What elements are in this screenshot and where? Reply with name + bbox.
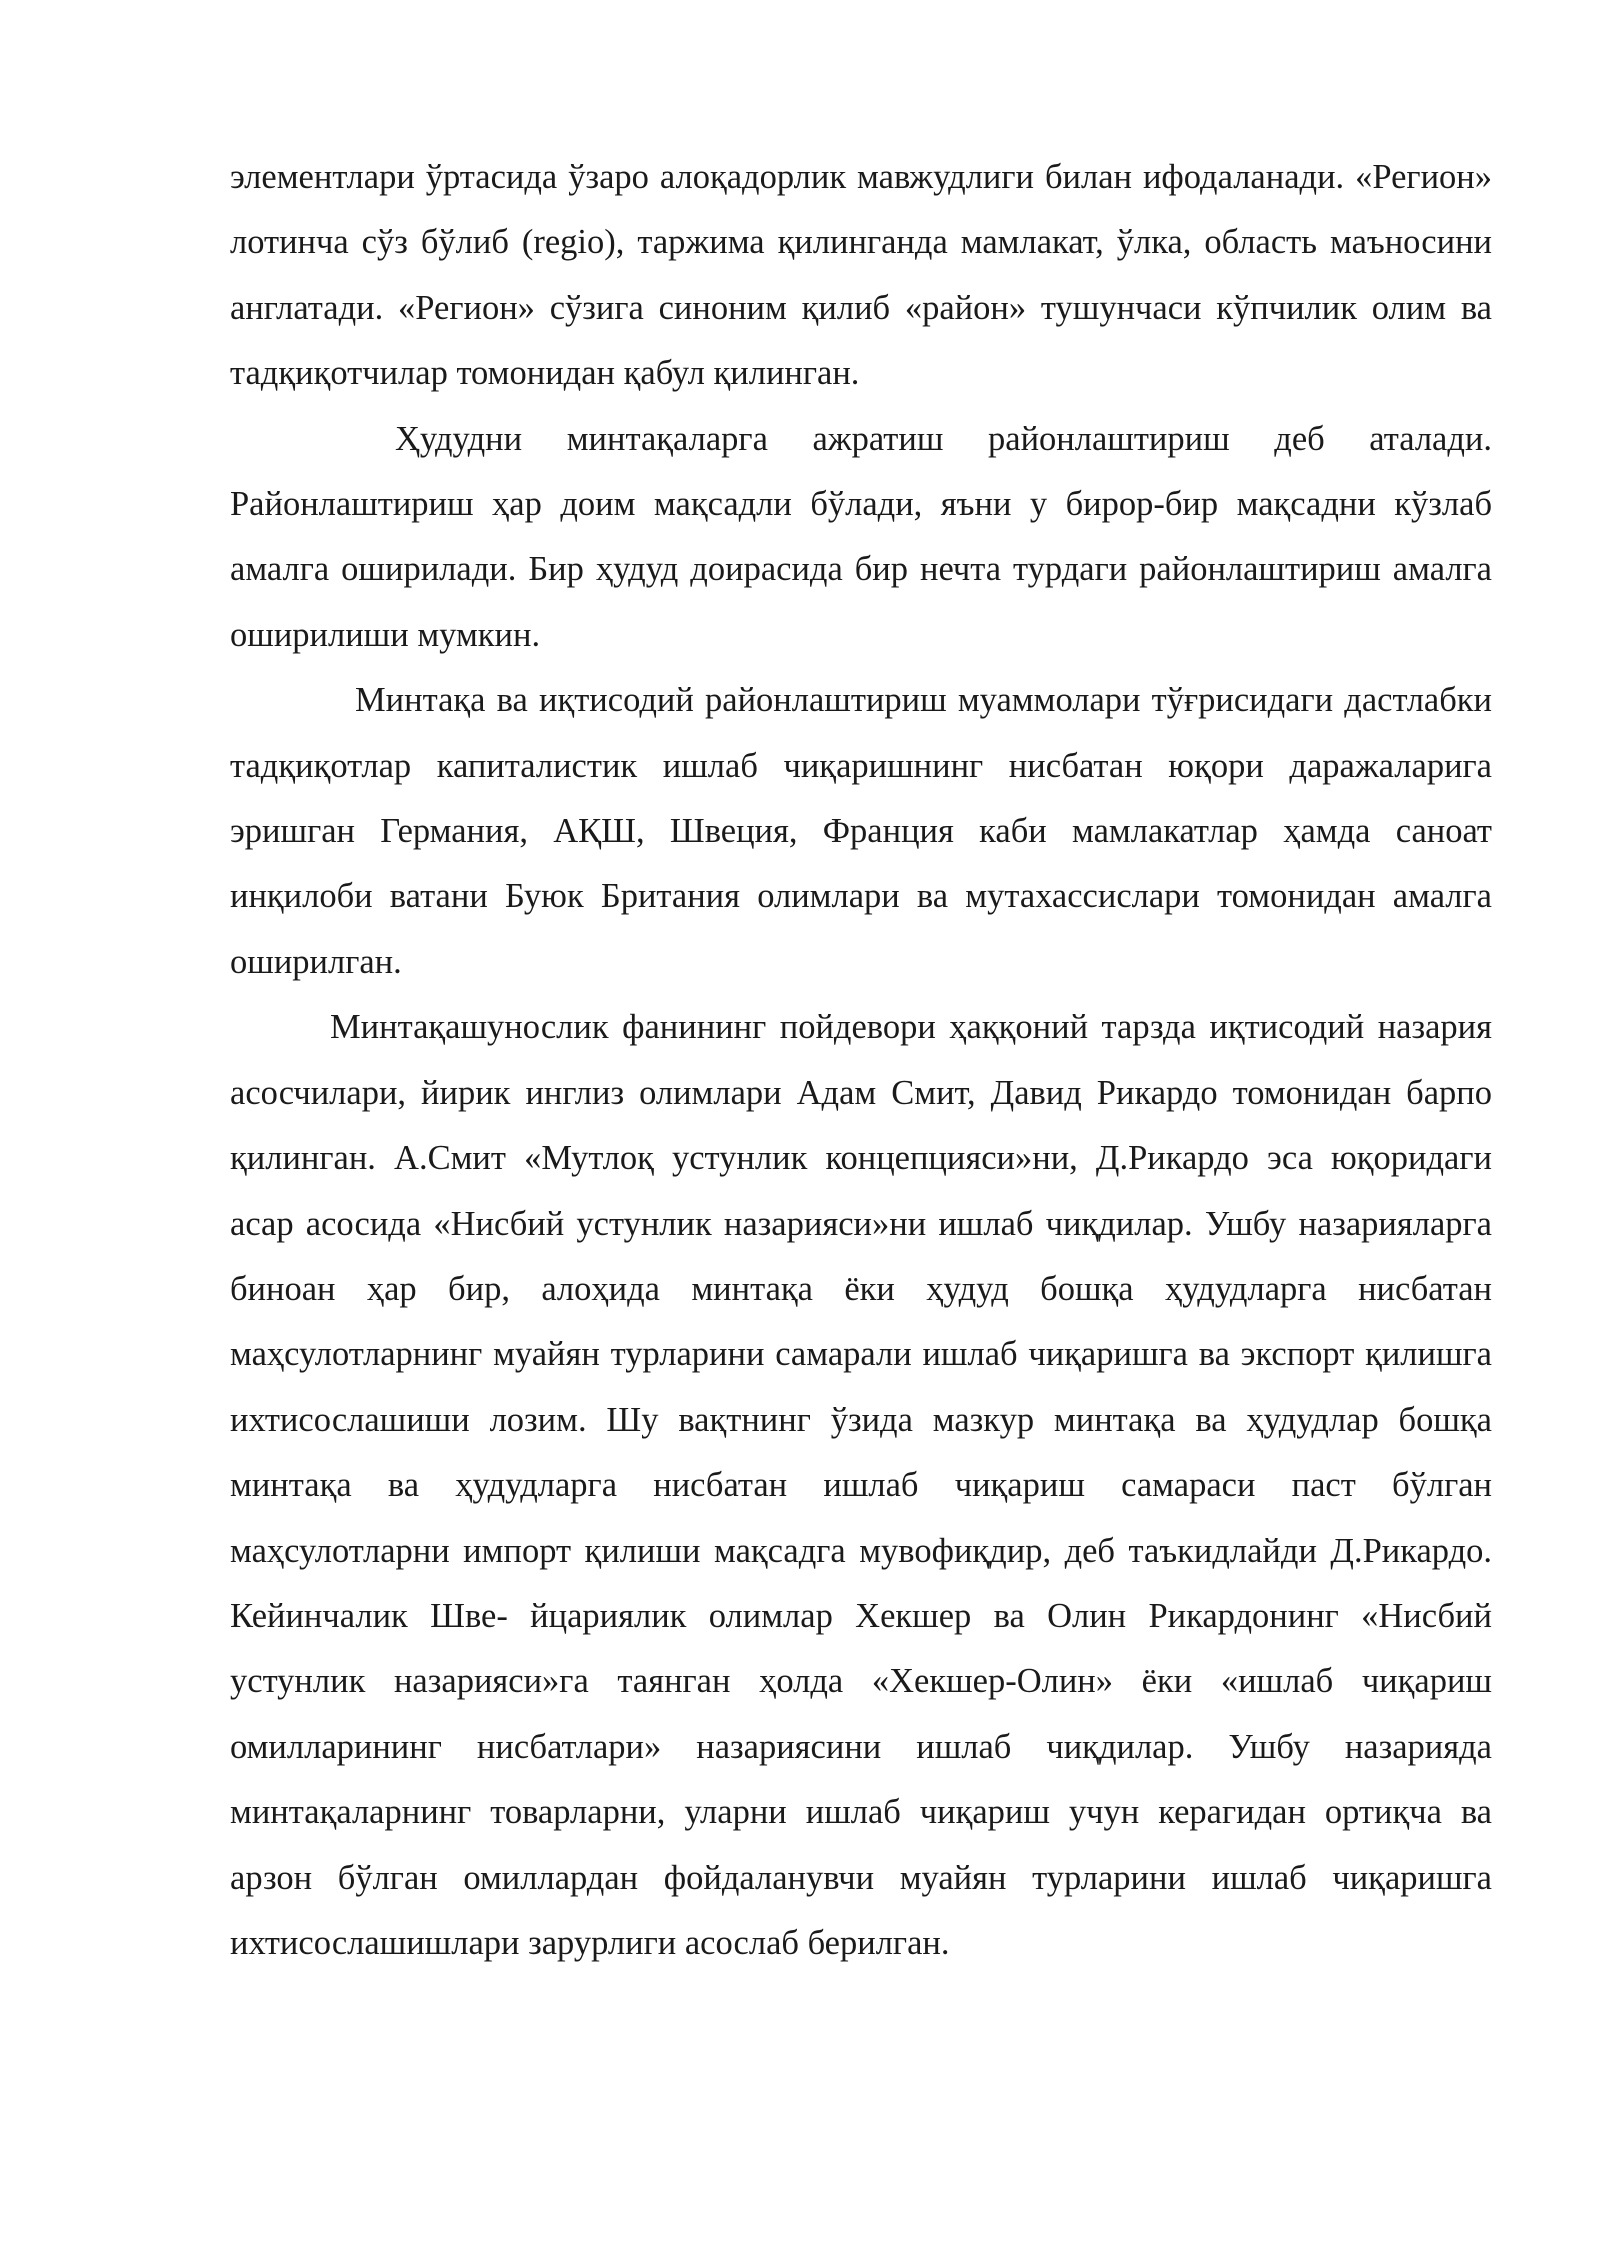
paragraph-regional-definition: элементлари ўртасида ўзаро алоқадорлик мавжудлиги билан ифодаланади. «Регион» лотинча сўз бўлиб (regio), таржима қилинганда мамлакат, ўлка, область маъносини англатади. «Регион» сўзига синоним қилиб «район» тушунчаси кўпчилик олим ва тадқиқотчилар томонидан қабул қилинган. — [230, 158, 1492, 393]
document-body — [230, 145, 1492, 1976]
paragraph-regional-science-foundations: Минтақашунослик фанининг пойдевори ҳаққоний тарзда иқтисодий назария асосчилари, йирик инглиз олимлари Адам Смит, Давид Рикардо томонидан барпо қилинган. А.Смит «Мутлоқ устунлик концепцияси»ни, Д.Рикардо эса юқоридаги асар асосида «Нисбий устунлик назарияси»ни ишлаб чиқдилар. Ушбу назарияларга биноан ҳар бир, алоҳида минтақа ёки ҳудуд бошқа ҳудудларга нисбатан маҳсулотларнинг муайян турларини самарали ишлаб чиқаришга ва экспорт қилишга ихтисослашиши лозим. Шу вақтнинг ўзида мазкур минтақа ва ҳудудлар бошқа минтақа ва ҳудудларга нисбатан ишлаб чиқариш самараси паст бўлган маҳсулотларни импорт қилиши мақсадга мувофиқдир, деб таъкидлайди Д.Рикардо. Кейинчалик Шве- йцариялик олимлар Хекшер ва Олин Рикардонинг «Нисбий устунлик назарияси»га таянган ҳолда «Хекшер-Олин» ёки «ишлаб чиқариш омилларининг нисбатлари» назариясини ишлаб чиқдилар. Ушбу назарияда минтақаларнинг товарларни, уларни ишлаб чиқариш учун керагидан ортиқча ва арзон бўлган омиллардан фойдаланувчи муайян турларини ишлаб чиқаришга ихтисослашишлари зарурлиги асослаб берилган. — [230, 1008, 1492, 1962]
paragraph-early-research: Минтақа ва иқтисодий районлаштириш муаммолари тўғрисидаги дастлабки тадқиқотлар капиталистик ишлаб чиқаришнинг нисбатан юқори даражаларига эришган Германия, АҚШ, Швеция, Франция каби мамлакатлар ҳамда саноат инқилоби ватани Буюк Британия олимлари ва мутахассислари томонидан амалга оширилган. — [230, 681, 1492, 981]
paragraph-regionalization: Ҳудудни минтақаларга ажратиш районлаштириш деб аталади. Районлаштириш ҳар доим мақсадли бўлади, яъни у бирор-бир мақсадни кўзлаб амалга оширилади. Бир ҳудуд доирасида бир нечта турдаги районлаштириш амалга оширилиши мумкин. — [230, 419, 1492, 654]
